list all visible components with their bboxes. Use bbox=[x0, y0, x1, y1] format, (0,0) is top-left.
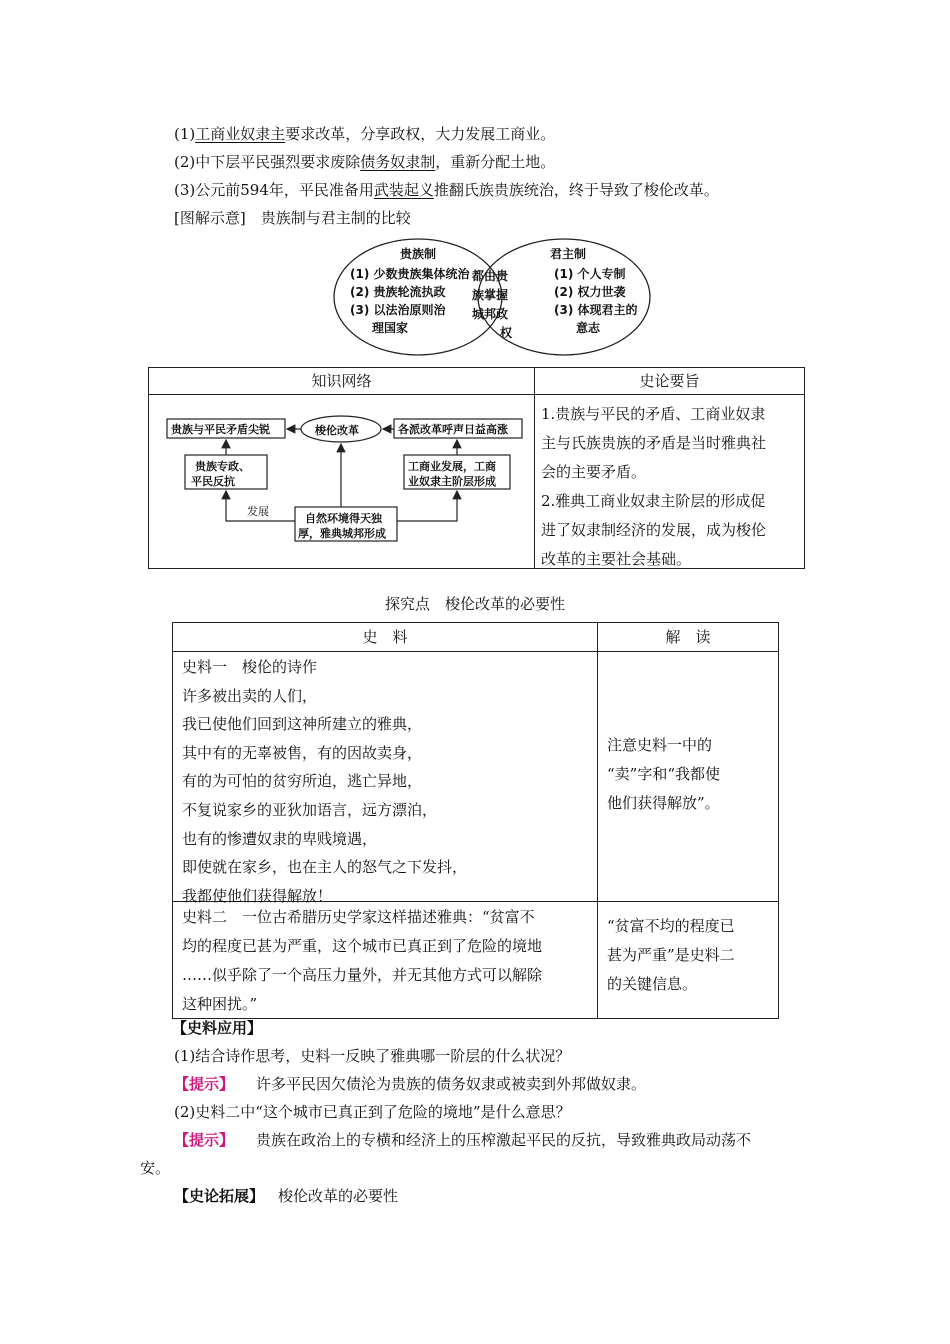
flow-left-mid-text-2: 平民反抗 bbox=[191, 475, 235, 488]
venn-center-item-4: 权 bbox=[500, 326, 513, 340]
venn-center-item-3: 城邦政 bbox=[472, 307, 509, 321]
poem-line: 许多被出卖的人们， bbox=[182, 686, 318, 705]
knowledge-note-line: 1.贵族与平民的矛盾、工商业奴隶 bbox=[541, 405, 766, 423]
flow-right-mid-text-2: 业奴隶主阶层形成 bbox=[408, 475, 496, 488]
extension-label: 【史论拓展】 bbox=[174, 1187, 265, 1205]
poem-line: 其中有的无辜被售，有的因故卖身， bbox=[182, 743, 423, 762]
flow-right-mid-text-1: 工商业发展，工商 bbox=[408, 460, 496, 473]
flow-right-top-text: 各派改革呼声日益高涨 bbox=[398, 423, 508, 436]
poem-line: 史料一 梭伦的诗作 bbox=[182, 658, 318, 676]
intro-line-2-underline: 债务奴隶制 bbox=[360, 153, 436, 171]
knowledge-header-left: 知识网络 bbox=[311, 372, 372, 390]
poem-line: 有的为可怕的贫穷所迫，逃亡异地， bbox=[182, 772, 423, 791]
venn-right-item-2: (2) 权力世袭 bbox=[554, 285, 626, 299]
venn-right-item-1: (1) 个人专制 bbox=[554, 267, 626, 281]
intro-line-3-underline: 武装起义 bbox=[373, 181, 434, 199]
intro-line-1 bbox=[174, 124, 555, 144]
reading-line: 甚为严重”是史料二 bbox=[607, 946, 735, 964]
knowledge-flowchart bbox=[149, 395, 534, 567]
poem-line: 即使就在家乡，也在主人的怒气之下发抖， bbox=[182, 858, 468, 877]
venn-left-title: 贵族制 bbox=[400, 247, 437, 261]
poem-line: 也有的惨遭奴隶的卑贱境遇， bbox=[182, 829, 378, 848]
reading-two bbox=[607, 912, 735, 999]
reading-line: “卖”字和“我都使 bbox=[607, 765, 721, 783]
reading-line: 注意史料一中的 bbox=[607, 736, 713, 754]
intro-line-3-rest: 推翻氏族贵族统治，终于导致了梭伦改革。 bbox=[433, 181, 719, 199]
venn-left-item-4: 理国家 bbox=[372, 321, 409, 335]
extension-text: 梭伦改革的必要性 bbox=[278, 1187, 399, 1205]
intro-line-1-underline: 工商业奴隶主 bbox=[195, 125, 286, 143]
flow-bottom-text-1: 自然环境得天独 bbox=[305, 512, 382, 525]
flow-left-mid-text-1: 贵族专政、 bbox=[195, 460, 250, 473]
intro-line-1-rest: 要求改革，分享政权，大力发展工商业。 bbox=[285, 125, 556, 143]
answer-2 bbox=[174, 1130, 751, 1150]
intro-line-3-prefix: (3)公元前594年，平民准备用 bbox=[174, 181, 374, 199]
source-two-line: 这种困扰。” bbox=[182, 995, 258, 1013]
knowledge-notes bbox=[541, 400, 799, 574]
venn-left-item-3: (3) 以法治原则治 bbox=[350, 303, 446, 317]
question-1: (1)结合诗作思考，史料一反映了雅典哪一阶层的什么状况？ bbox=[174, 1047, 571, 1065]
source-two-line: 史料二 一位古希腊历史学家这样描述雅典：“贫富不 bbox=[182, 908, 535, 926]
knowledge-note-line: 主与氏族贵族的矛盾是当时雅典社 bbox=[541, 434, 767, 452]
reading-line: 他们获得解放”。 bbox=[607, 794, 720, 812]
reading-line: “贫富不均的程度已 bbox=[607, 917, 735, 935]
answer-1 bbox=[174, 1074, 646, 1094]
flow-left-top-text: 贵族与平民矛盾尖锐 bbox=[171, 423, 270, 436]
knowledge-note-line: 改革的主要社会基础。 bbox=[541, 550, 692, 568]
extension-heading bbox=[174, 1186, 398, 1206]
hint-label: 【提示】 bbox=[174, 1131, 235, 1149]
source-table bbox=[172, 622, 779, 1019]
venn-diagram bbox=[330, 236, 660, 362]
answer-2-text: 贵族在政治上的专横和经济上的压榨激起平民的反抗，导致雅典政局动荡不 bbox=[256, 1131, 752, 1149]
section-title: 探究点 梭伦改革的必要性 bbox=[384, 595, 565, 613]
answer-2-continued: 安。 bbox=[140, 1159, 171, 1177]
reading-line: 的关键信息。 bbox=[607, 975, 698, 993]
venn-center-item-2: 族掌握 bbox=[472, 288, 509, 302]
source-one-poem bbox=[182, 653, 467, 910]
knowledge-header-right: 史论要旨 bbox=[639, 372, 700, 390]
intro-line-3 bbox=[174, 180, 719, 200]
venn-right-item-3: (3) 体现君主的 bbox=[554, 303, 638, 317]
hint-label: 【提示】 bbox=[174, 1075, 235, 1093]
knowledge-note-line: 进了奴隶制经济的发展，成为梭伦 bbox=[541, 521, 767, 539]
venn-center-item-1: 都由贵 bbox=[472, 269, 509, 283]
diagram-caption: [图解示意] 贵族制与君主制的比较 bbox=[174, 209, 411, 227]
flow-bottom-text-2: 厚，雅典城邦形成 bbox=[298, 527, 386, 540]
intro-line-1-prefix: (1) bbox=[174, 125, 196, 143]
source-two-text bbox=[182, 903, 542, 1019]
intro-line-2-prefix: (2)中下层平民强烈要求废除 bbox=[174, 153, 361, 171]
source-header-right: 解 读 bbox=[665, 628, 711, 646]
source-header-left: 史 料 bbox=[362, 628, 408, 646]
source-two-line: 均的程度已甚为严重，这个城市已真正到了危险的境地 bbox=[182, 937, 543, 955]
knowledge-note-line: 2.雅典工商业奴隶主阶层的形成促 bbox=[541, 492, 766, 510]
source-two-line: ……似乎除了一个高压力量外，并无其他方式可以解除 bbox=[182, 966, 543, 984]
application-heading: 【史料应用】 bbox=[172, 1019, 263, 1037]
venn-right-title: 君主制 bbox=[550, 247, 587, 261]
venn-left-item-2: (2) 贵族轮流执政 bbox=[350, 285, 446, 299]
intro-line-2 bbox=[174, 152, 555, 172]
knowledge-note-line: 会的主要矛盾。 bbox=[541, 463, 647, 481]
venn-left-item-1: (1) 少数贵族集体统治 bbox=[350, 267, 470, 281]
poem-line: 我已使他们回到这神所建立的雅典， bbox=[182, 715, 423, 734]
reading-one bbox=[607, 731, 720, 818]
flow-arrow-label: 发展 bbox=[247, 505, 269, 518]
question-2: (2)史料二中“这个城市已真正到了危险的境地”是什么意思？ bbox=[174, 1103, 571, 1121]
knowledge-table bbox=[148, 367, 805, 569]
intro-line-2-rest: ，重新分配土地。 bbox=[435, 153, 556, 171]
flow-center-text: 梭伦改革 bbox=[315, 424, 359, 437]
poem-line: 我都使他们获得解放！ bbox=[182, 886, 333, 905]
venn-right-item-4: 意志 bbox=[576, 321, 601, 335]
poem-line: 不复说家乡的亚狄加语言，远方漂泊， bbox=[182, 800, 438, 819]
answer-1-text: 许多平民因欠债沦为贵族的债务奴隶或被卖到外邦做奴隶。 bbox=[256, 1075, 647, 1093]
